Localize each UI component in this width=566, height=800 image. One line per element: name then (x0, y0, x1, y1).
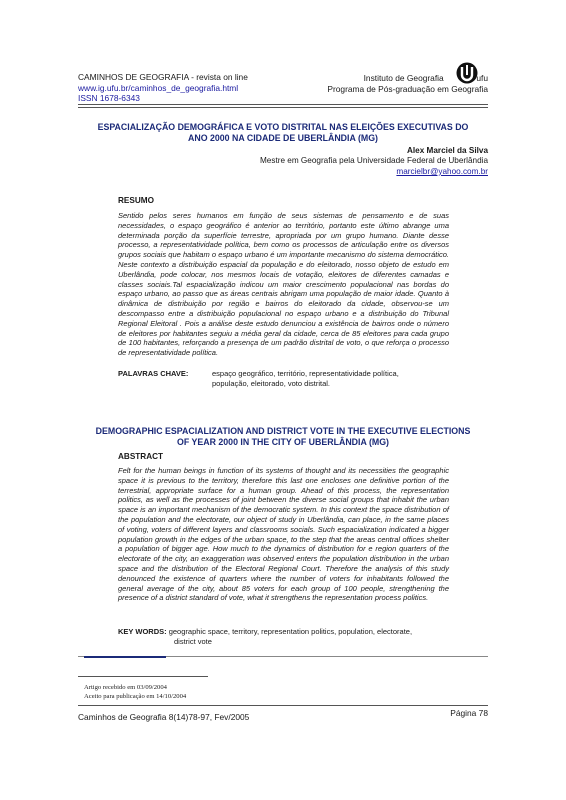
abstract-keywords-label: KEY WORDS: (118, 627, 167, 636)
footnote-rule (78, 676, 208, 677)
resumo-heading: RESUMO (118, 196, 154, 205)
journal-name: CAMINHOS DE GEOGRAFIA - revista on line (78, 72, 248, 82)
journal-url-link[interactable]: www.ig.ufu.br/caminhos_de_geografia.html (78, 82, 239, 93)
accepted-date: Aceito para publicação em 14/10/2004 (84, 692, 187, 700)
abstract-keywords-line2: district vote (174, 636, 212, 646)
page-number: Página 78 (450, 708, 488, 718)
header-rule-2 (78, 107, 488, 108)
logo-text: ufu (476, 73, 488, 83)
abstract-keywords-line1: geographic space, territory, representation politics, population, electorate, (168, 627, 413, 636)
resumo-keywords-label: PALAVRAS CHAVE: (118, 369, 189, 378)
title-en-line1: DEMOGRAPHIC ESPACIALIZATION AND DISTRICT VOTE IN THE EXECUTIVE ELECTIONS (95, 426, 471, 436)
resumo-keywords-line1: espaço geográfico, território, representatividade política, (212, 369, 399, 378)
resumo-keywords (118, 369, 449, 389)
title-en-line2: OF YEAR 2000 IN THE CITY OF UBERLÂNDIA (MG) (177, 437, 389, 447)
received-date: Artigo recebido em 03/09/2004 (84, 684, 167, 691)
footnotes (84, 684, 186, 701)
abstract-text: Felt for the human beings in function of its systems of thought and its necessities the geographic space it is previous to the territory, therefore this last one encloses one definitive portion of the terrestrial, appropriate surface for a human group. Ahead of this process, the representation politics, as well as the processes of joint between the diverse social groups that inhabit the urban space is an important mechanism of the democratic system. In this context the space distribution of the population and the electorate, our object of study in Uberlândia, can place, in the same places of voting, voters of different layers and classrooms socials. Such espacialization indicated a bigger population growth in the edges of the urban space, to the step that the areas central offices shelter a population of bigger age. How much to the dynamics of distribution for e region quarters of the electorate of the city, an exaggeration was observed enters the population distribution in the urban space and the distribution of the Electoral Regional Court. Therefore the analysis of this study denounced the existence of quarters where the number of voters for inhabitants followed the general average of the city, about 85 voters for each group of 100 people, strengthening the presence of a district standard of vote, what it strengthens the representation process politics. (118, 466, 449, 603)
journal-header (78, 72, 248, 104)
header-rule (78, 104, 488, 105)
author-name: Alex Marciel da Silva (406, 146, 488, 155)
abstract-heading: ABSTRACT (118, 452, 164, 461)
bottom-rule-accent (84, 656, 166, 658)
title-pt-line2: ANO 2000 NA CIDADE DE UBERLÂNDIA (MG) (188, 133, 378, 143)
author-affiliation: Mestre em Geografia pela Universidade Federal de Uberlândia (259, 156, 488, 166)
title-en (78, 426, 488, 448)
footer-rule (78, 705, 488, 706)
issn: ISSN 1678-6343 (78, 93, 140, 104)
footer-citation: Caminhos de Geografia 8(14)78-97, Fev/2005 (78, 712, 250, 722)
institute-name: Instituto de Geografia (363, 73, 444, 83)
author-block (260, 146, 488, 177)
institute-header (327, 73, 488, 94)
title-pt (78, 122, 488, 144)
resumo-keywords-line2: população, eleitorado, voto distrital. (212, 378, 330, 388)
author-email-link[interactable]: marcielbr@yahoo.com.br (396, 166, 488, 176)
title-pt-line1: ESPACIALIZAÇÃO DEMOGRÁFICA E VOTO DISTRITAL NAS ELEIÇÕES EXECUTIVAS DO (97, 122, 469, 132)
program-name: Programa de Pós-graduação em Geografia (327, 83, 488, 94)
abstract-keywords (118, 627, 449, 647)
resumo-text: Sentido pelos seres humanos em função de seus sistemas de pensamento e de suas necessidades, o espaço geográfico é anterior ao território, portanto este último abrange uma determinada porção da superfície terrestre, apropriada por um grupo humano. Diante desse processo, a representatividade política, bem como os processos de articulação entre os diversos grupos sociais que habitam o espaço urbano é um importante mecanismo do sistema democrático. Neste contexto a distribuição espacial da população e do eleitorado, nosso objeto de estudo em Uberlândia, pode colocar, nos mesmos locais de votação, eleitores de diferentes camadas e classes sociais.Tal espacialização indicou um maior crescimento populacional nas bordas do espaço urbano, ao passo que as áreas centrais abrigam uma população de maior idade. Quanto à dinâmica de distribuição por região e bairros do eleitorado da cidade, observou-se um descompasso entre a distribuição populacional no espaço urbano e a distribuição do Tribunal Regional Eleitoral . Pois a análise deste estudo denunciou a existência de bairros onde o número de eleitores por habitantes seguiu a média geral da cidade, cerca de 85 eleitores para cada grupo de 100 habitantes, reforçando a presença de um padrão distrital de voto, o que reforça o processo de representatividade política. (118, 211, 449, 358)
